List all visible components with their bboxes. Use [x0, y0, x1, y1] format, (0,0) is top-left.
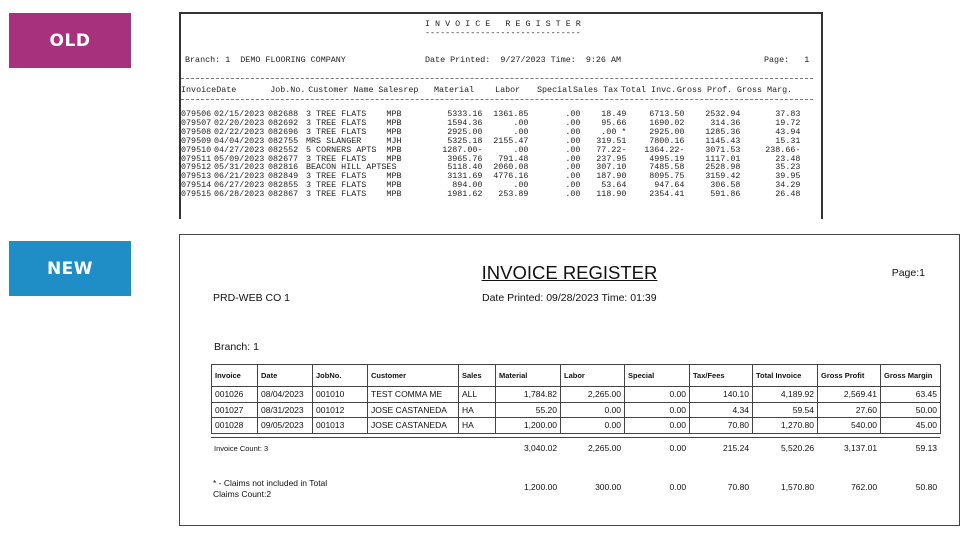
old-table-row [181, 146, 800, 155]
invoice-count: Invoice Count: 3 [214, 443, 269, 453]
old-branch: Branch: 1 DEMO FLOORING COMPANY [185, 55, 346, 65]
old-table-cell: 19.72 [775, 118, 801, 128]
new-table-cell: 1,200.00 [496, 418, 561, 434]
new-table-cell: 4.34 [690, 402, 753, 418]
old-table-cell: 43.94 [775, 127, 801, 137]
old-column-header: Total Invc. [620, 85, 677, 95]
old-table-cell: 4776.16 [493, 172, 529, 182]
old-table-cell: 082677 [268, 154, 299, 164]
new-table-cell: 55.20 [496, 402, 561, 418]
old-table-cell: 3 TREE FLATS [306, 110, 367, 119]
claims-count: Claims Count:2 [213, 489, 272, 499]
new-table-cell: HA [459, 402, 496, 418]
new-table-cell: 001027 [212, 402, 258, 418]
old-table-cell: .00 [565, 172, 581, 182]
old-table-row [181, 119, 800, 128]
old-table-cell: 3 TREE FLATS [306, 118, 367, 128]
old-table-cell: 5333.16 [447, 110, 483, 119]
old-table-cell: 238.66- [765, 145, 801, 155]
new-table-cell: 2,569.41 [818, 387, 881, 403]
old-table-cell: 118.90 [596, 190, 627, 200]
old-table-cell: .00 [565, 118, 581, 128]
new-table-cell: 001010 [313, 387, 368, 403]
old-column-header: Salesrep [378, 85, 419, 95]
new-table-cell: 09/05/2023 [258, 418, 313, 434]
new-table-cell: 63.45 [881, 387, 941, 403]
old-table-cell: 7800.16 [649, 136, 685, 146]
old-table-cell: 079512 [181, 163, 212, 173]
old-table-cell: BEACON HILL APTS [306, 163, 387, 173]
old-table-cell: 082816 [268, 163, 299, 173]
old-table-cell: 894.00 [452, 181, 483, 191]
old-table-cell: 3 TREE FLATS [306, 190, 367, 200]
old-table-cell: MJH [386, 136, 402, 146]
old-table-cell: 95.66 [601, 118, 627, 128]
total-value: 215.24 [723, 443, 750, 453]
new-table-cell: 1,270.80 [753, 418, 818, 434]
old-table-row [181, 190, 800, 199]
new-table-cell: 001012 [313, 402, 368, 418]
claims-total-value: 0.00 [669, 482, 687, 492]
new-column-header: Customer [368, 365, 459, 387]
old-table-cell: 3159.42 [705, 172, 741, 182]
old-table-cell: .00 [565, 181, 581, 191]
old-table-cell: MPB [386, 110, 402, 119]
old-table-cell: 591.86 [710, 190, 741, 200]
new-column-header: JobNo. [313, 365, 368, 387]
new-table-row [212, 402, 941, 418]
old-table-row [181, 128, 800, 137]
new-totals-row [211, 440, 940, 456]
new-table-cell: 70.80 [690, 418, 753, 434]
new-table-cell: 0.00 [561, 418, 625, 434]
old-table-cell: 8095.75 [649, 172, 685, 182]
new-column-header: Tax/Fees [690, 365, 753, 387]
old-table-cell: MRS SLANGER [306, 136, 362, 146]
new-table-cell: 27.60 [818, 402, 881, 418]
old-column-header: Gross Prof. [676, 85, 733, 95]
total-value: 3,040.02 [523, 443, 558, 453]
old-table-cell: 7485.58 [649, 163, 685, 173]
new-table-cell: 0.00 [625, 387, 690, 403]
old-table-cell: 079508 [181, 127, 212, 137]
total-value: 3,137.01 [843, 443, 878, 453]
old-table-cell: 079507 [181, 118, 212, 128]
total-value: 2,265.00 [587, 443, 622, 453]
new-column-header: Labor [561, 365, 625, 387]
old-table-cell: .00 [565, 110, 581, 119]
old-table-row [181, 181, 800, 190]
old-table-cell: 3 TREE FLATS [306, 154, 367, 164]
old-table-cell: MPB [386, 118, 402, 128]
old-table-cell: 237.95 [596, 154, 627, 164]
old-table-cell: MPB [386, 127, 402, 137]
new-label: NEW [9, 241, 131, 296]
old-column-header: Gross Marg. [736, 85, 793, 95]
old-table-cell: 05/09/2023 [214, 154, 265, 164]
new-table-cell: JOSE CASTANEDA [368, 418, 459, 434]
total-value: 5,520.26 [780, 443, 815, 453]
old-table-cell: 2925.00 [447, 127, 483, 137]
old-table-cell: 5325.18 [447, 136, 483, 146]
old-divider-top [181, 78, 813, 79]
old-table-cell: 02/20/2023 [214, 118, 265, 128]
new-table-row [212, 418, 941, 434]
old-table-cell: 319.51 [596, 136, 627, 146]
new-column-header: Gross Profit [818, 365, 881, 387]
new-column-header: Special [625, 365, 690, 387]
old-table-cell: 1145.43 [705, 136, 741, 146]
new-table-cell: 0.00 [561, 402, 625, 418]
new-branch: Branch: 1 [214, 341, 259, 353]
old-table-cell: 5 CORNERS APTS [306, 145, 377, 155]
new-table-cell: HA [459, 418, 496, 434]
old-table-cell: MPB [386, 190, 402, 200]
old-column-header: Material [433, 85, 475, 95]
old-table-cell: 04/04/2023 [214, 136, 265, 146]
new-totals-divider [211, 437, 940, 438]
old-table-cell: 079515 [181, 190, 212, 200]
old-table-cell: .00 [565, 163, 581, 173]
old-table-cell: MPB [386, 154, 402, 164]
total-value: 59.13 [915, 443, 938, 453]
old-table-cell: 1364.22- [644, 145, 685, 155]
new-column-header: Total Invoice [753, 365, 818, 387]
new-table-cell: JOSE CASTANEDA [368, 402, 459, 418]
old-table-cell: 1690.02 [649, 118, 685, 128]
new-header-row [212, 365, 941, 387]
old-table-cell: MPB [386, 181, 402, 191]
old-table-cell: 307.10 [596, 163, 627, 173]
old-table-cell: .00 [513, 145, 529, 155]
new-table-cell: 001028 [212, 418, 258, 434]
old-table-cell: 5118.40 [447, 163, 483, 173]
old-column-headers [181, 85, 792, 96]
old-column-header: Date [216, 85, 237, 95]
total-value: 0.00 [669, 443, 687, 453]
new-table-cell: TEST COMMA ME [368, 387, 459, 403]
claims-total-value: 50.80 [915, 482, 938, 492]
old-table-cell: 2532.94 [705, 110, 741, 119]
old-table-cell: 34.29 [775, 181, 801, 191]
old-table-cell: 2354.41 [649, 190, 685, 200]
old-page: Page: 1 [764, 55, 810, 65]
new-column-header: Invoice [212, 365, 258, 387]
old-table-cell: 05/31/2023 [214, 163, 265, 173]
new-table-cell: ALL [459, 387, 496, 403]
old-table-cell: 4995.19 [649, 154, 685, 164]
new-table-cell: 0.00 [625, 402, 690, 418]
new-company-name: PRD-WEB CO 1 [213, 292, 291, 304]
new-table-cell: 001026 [212, 387, 258, 403]
old-table-cell: MPB [386, 172, 402, 182]
old-table-cell: .00 [565, 145, 581, 155]
old-table-row [181, 137, 800, 146]
old-table-cell: 1287.00- [442, 145, 483, 155]
old-table-cell: 3 TREE FLATS [306, 181, 367, 191]
old-table-cell: 77.22- [596, 145, 627, 155]
old-table-cell: 3131.69 [447, 172, 483, 182]
new-column-header: Gross Margin [881, 365, 941, 387]
new-table-cell: 540.00 [818, 418, 881, 434]
new-page-number: Page:1 [891, 267, 925, 279]
old-table-row [181, 110, 800, 119]
old-table-cell: 2925.00 [649, 127, 685, 137]
old-table-cell: 02/22/2023 [214, 127, 265, 137]
old-table-cell: 3 TREE FLATS [306, 127, 367, 137]
new-table-cell: 0.00 [625, 418, 690, 434]
old-table-cell: 6713.50 [649, 110, 685, 119]
old-table-cell: 23.48 [775, 154, 801, 164]
old-table-cell: .00 [513, 181, 529, 191]
old-column-header: Customer Name [308, 85, 374, 95]
old-table-cell: 26.48 [775, 190, 801, 200]
new-column-header: Sales [459, 365, 496, 387]
new-table-cell: 2,265.00 [561, 387, 625, 403]
old-column-header: Job.No. [270, 85, 306, 95]
new-invoice-table [211, 364, 941, 434]
old-table-cell: 53.64 [601, 181, 627, 191]
old-table-cell: 314.36 [710, 118, 741, 128]
old-table-cell: 082755 [268, 136, 299, 146]
old-table-cell: 35.23 [775, 163, 801, 173]
new-table-cell: 08/04/2023 [258, 387, 313, 403]
old-table-cell: 082692 [268, 118, 299, 128]
old-column-header: Invoice [181, 85, 217, 95]
old-table-cell: 37.83 [775, 110, 801, 119]
old-table-cell: 082867 [268, 190, 299, 200]
new-table-cell: 1,784.82 [496, 387, 561, 403]
old-table-cell: 1361.85 [493, 110, 529, 119]
new-report-title: INVOICE REGISTER [481, 262, 658, 283]
old-table-cell: 187.90 [596, 172, 627, 182]
old-table-cell: 2528.98 [705, 163, 741, 173]
old-table-cell: 079511 [181, 154, 212, 164]
new-table-row [212, 387, 941, 403]
old-table-cell: MPB [386, 145, 402, 155]
old-table-cell: 3071.53 [705, 145, 741, 155]
old-table-cell: 947.64 [654, 181, 685, 191]
old-table-cell: 079513 [181, 172, 212, 182]
old-table-cell: 079509 [181, 136, 212, 146]
old-date-printed: Date Printed: 9/27/2023 Time: 9:26 AM [425, 55, 622, 65]
old-column-header: Sales Tax [572, 85, 619, 95]
old-label: OLD [9, 13, 131, 68]
new-table-cell: 001013 [313, 418, 368, 434]
old-table-cell: .00 * [601, 127, 627, 137]
old-table-cell: 2155.47 [493, 136, 529, 146]
old-table-cell: 3 TREE FLATS [306, 172, 367, 182]
old-table-cell: 06/27/2023 [214, 181, 265, 191]
old-table-cell: 06/28/2023 [214, 190, 265, 200]
old-table-row [181, 155, 800, 164]
old-table-cell: ES [386, 163, 397, 173]
claims-total-value: 70.80 [727, 482, 750, 492]
new-table-cell: 140.10 [690, 387, 753, 403]
old-column-header: Special [537, 85, 573, 95]
old-table-cell: 06/21/2023 [214, 172, 265, 182]
old-title-underline: ------------------------------- [425, 28, 581, 38]
old-table-row [181, 172, 800, 181]
old-table-cell: 1285.36 [705, 127, 741, 137]
new-column-header: Material [496, 365, 561, 387]
new-table-cell: 4,189.92 [753, 387, 818, 403]
old-column-header: Labor [495, 85, 521, 95]
new-table-cell: 45.00 [881, 418, 941, 434]
old-table-cell: 253.89 [498, 190, 529, 200]
claims-total-value: 1,200.00 [523, 482, 558, 492]
old-table-cell: 306.58 [710, 181, 741, 191]
old-table-cell: .00 [513, 127, 529, 137]
old-invoice-register [179, 12, 823, 219]
old-table-cell: 02/15/2023 [214, 110, 265, 119]
old-table-cell: 04/27/2023 [214, 145, 265, 155]
old-table-cell: 082849 [268, 172, 299, 182]
old-table-cell: 079514 [181, 181, 212, 191]
old-table-cell: 1594.36 [447, 118, 483, 128]
new-invoice-register [179, 234, 960, 526]
old-table-cell: 15.31 [775, 136, 801, 146]
old-table-cell: .00 [565, 154, 581, 164]
old-table-cell: 082696 [268, 127, 299, 137]
old-table-cell: .00 [513, 118, 529, 128]
old-table-cell: 3965.76 [447, 154, 483, 164]
old-table-cell: 1981.62 [447, 190, 483, 200]
new-table-cell: 59.54 [753, 402, 818, 418]
claims-note: * - Claims not included in Total [213, 478, 328, 488]
new-table-cell: 50.00 [881, 402, 941, 418]
new-claims-totals-row [211, 482, 940, 492]
old-table-cell: .00 [565, 190, 581, 200]
old-table-cell: 079510 [181, 145, 212, 155]
old-divider-header [181, 99, 813, 100]
claims-total-value: 762.00 [851, 482, 878, 492]
old-table-cell: .00 [565, 136, 581, 146]
old-table-cell: 082552 [268, 145, 299, 155]
old-report-title: I N V O I C E R E G I S T E R [425, 19, 581, 29]
new-date-printed: Date Printed: 09/28/2023 Time: 01:39 [482, 292, 657, 304]
old-table-row [181, 163, 800, 172]
old-table-cell: .00 [565, 127, 581, 137]
old-invoice-table [181, 110, 800, 199]
old-table-cell: 2060.08 [493, 163, 529, 173]
claims-total-value: 1,570.80 [780, 482, 815, 492]
old-table-cell: 1117.01 [705, 154, 741, 164]
new-table-cell: 08/31/2023 [258, 402, 313, 418]
old-table-cell: 39.95 [775, 172, 801, 182]
old-table-cell: 18.49 [601, 110, 627, 119]
new-column-header: Date [258, 365, 313, 387]
old-table-cell: 079506 [181, 110, 212, 119]
old-table-cell: 791.48 [498, 154, 529, 164]
old-table-cell: 082688 [268, 110, 299, 119]
claims-total-value: 300.00 [595, 482, 622, 492]
old-table-cell: 082855 [268, 181, 299, 191]
